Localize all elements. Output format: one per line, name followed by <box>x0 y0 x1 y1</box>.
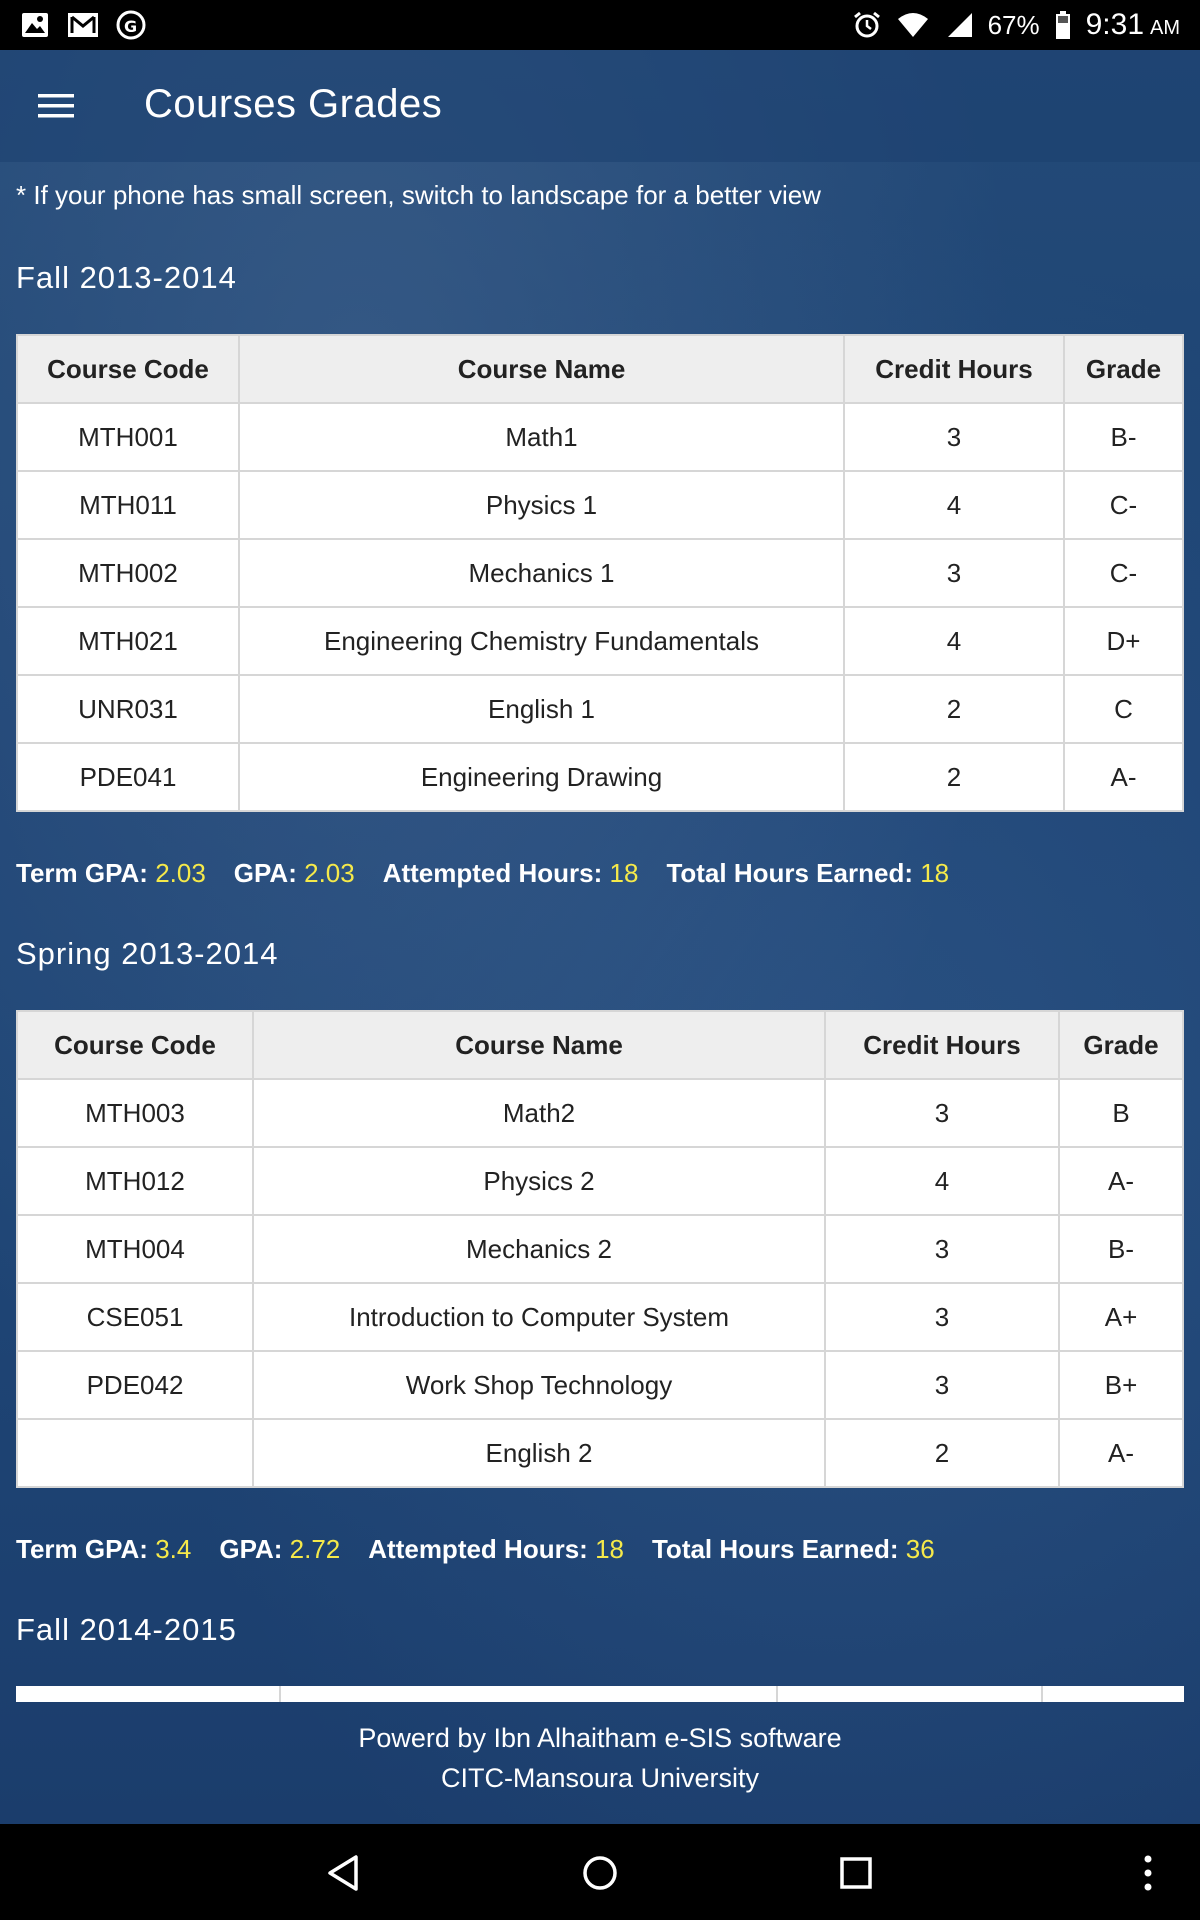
table-row <box>17 1351 1183 1419</box>
table-row <box>17 1147 1183 1215</box>
grades-table-partial <box>16 1686 1184 1702</box>
header-course-name: Course Name <box>239 335 844 403</box>
credit-hours: 2 <box>844 743 1064 811</box>
term-gpa-label: Term GPA: <box>16 858 148 888</box>
course-code: MTH003 <box>17 1079 253 1147</box>
grade: C <box>1064 675 1183 743</box>
home-button[interactable] <box>570 1848 630 1898</box>
grade: C- <box>1064 471 1183 539</box>
battery-icon <box>1054 10 1072 40</box>
credit-hours: 3 <box>825 1215 1059 1283</box>
course-name: Math1 <box>239 403 844 471</box>
course-name: Introduction to Computer System <box>253 1283 825 1351</box>
course-name: Engineering Drawing <box>239 743 844 811</box>
footer-powered-by: Powerd by Ibn Alhaitham e-SIS software <box>358 1723 842 1753</box>
credit-hours: 3 <box>825 1079 1059 1147</box>
course-name: Engineering Chemistry Fundamentals <box>239 607 844 675</box>
attempted-hours-label: Attempted Hours: <box>382 858 603 888</box>
term-gpa-value: 2.03 <box>155 858 206 888</box>
term-summary <box>16 858 949 889</box>
grades-table <box>16 334 1184 812</box>
table-cell <box>1043 1686 1184 1702</box>
overflow-icon <box>1142 1853 1154 1893</box>
course-name: Math2 <box>253 1079 825 1147</box>
header-credit-hours: Credit Hours <box>844 335 1064 403</box>
table-row <box>17 743 1183 811</box>
attempted-hours-label: Attempted Hours: <box>368 1534 588 1564</box>
attempted-hours <box>383 858 639 889</box>
header-grade: Grade <box>1059 1011 1183 1079</box>
status-bar <box>0 0 1200 50</box>
credit-hours: 4 <box>844 607 1064 675</box>
app-bar <box>0 50 1200 162</box>
table-row <box>17 1419 1183 1487</box>
svg-text:G: G <box>124 17 138 36</box>
table-header-row <box>17 335 1183 403</box>
header-course-code: Course Code <box>17 335 239 403</box>
course-code <box>17 1419 253 1487</box>
alarm-icon <box>852 10 882 40</box>
term-heading: Fall 2013-2014 <box>16 260 237 295</box>
credit-hours: 2 <box>825 1419 1059 1487</box>
table-row <box>17 607 1183 675</box>
grade: A- <box>1059 1419 1183 1487</box>
overflow-menu-button[interactable] <box>1118 1848 1178 1898</box>
grades-table <box>16 1010 1184 1488</box>
table-row <box>17 471 1183 539</box>
signal-icon <box>944 11 974 39</box>
header-course-name: Course Name <box>253 1011 825 1079</box>
gpa-label: GPA: <box>219 1534 283 1564</box>
term-gpa <box>16 1534 191 1565</box>
clock <box>1086 8 1180 42</box>
footer-university: CITC-Mansoura University <box>440 1763 760 1793</box>
grade: B+ <box>1059 1351 1183 1419</box>
image-icon <box>20 11 50 39</box>
gpa <box>234 858 355 889</box>
term-summary <box>16 1534 935 1565</box>
total-hours-earned-value: 36 <box>905 1534 935 1564</box>
gpa-label: GPA: <box>233 858 297 888</box>
table-row <box>17 1079 1183 1147</box>
main-content <box>0 50 1200 1824</box>
gpa <box>219 1534 340 1565</box>
grade: D+ <box>1064 607 1183 675</box>
navigation-bar <box>0 1824 1200 1920</box>
home-icon <box>580 1853 620 1893</box>
table-row <box>17 1283 1183 1351</box>
course-code: PDE041 <box>17 743 239 811</box>
table-cell <box>281 1686 778 1702</box>
attempted-hours-value: 18 <box>609 858 639 888</box>
term-gpa <box>16 858 206 889</box>
term-gpa-label: Term GPA: <box>16 1534 148 1564</box>
course-name: Mechanics 2 <box>253 1215 825 1283</box>
table-row <box>17 539 1183 607</box>
back-icon <box>324 1853 364 1893</box>
battery-percent: 67% <box>987 9 1040 40</box>
grade: A- <box>1064 743 1183 811</box>
term-heading: Fall 2014-2015 <box>16 1612 237 1647</box>
credit-hours: 2 <box>844 675 1064 743</box>
recents-icon <box>836 1853 876 1893</box>
header-credit-hours: Credit Hours <box>825 1011 1059 1079</box>
course-code: CSE051 <box>17 1283 253 1351</box>
term-gpa-value: 3.4 <box>155 1534 192 1564</box>
course-name: Physics 1 <box>239 471 844 539</box>
gmail-icon <box>66 11 100 39</box>
credit-hours: 3 <box>844 403 1064 471</box>
course-name: English 2 <box>253 1419 825 1487</box>
gpa-value: 2.03 <box>304 858 355 888</box>
total-hours-earned <box>666 858 949 889</box>
table-cell <box>778 1686 1043 1702</box>
attempted-hours-value: 18 <box>595 1534 624 1564</box>
system-status <box>852 0 1180 50</box>
credit-hours: 3 <box>825 1351 1059 1419</box>
recents-button[interactable] <box>826 1848 886 1898</box>
menu-button[interactable] <box>24 76 88 136</box>
course-code: MTH012 <box>17 1147 253 1215</box>
term-heading: Spring 2013-2014 <box>16 936 279 971</box>
notification-icons <box>20 10 146 40</box>
grade: B- <box>1064 403 1183 471</box>
menu-icon <box>36 91 76 121</box>
grade: B- <box>1059 1215 1183 1283</box>
grade: C- <box>1064 539 1183 607</box>
grade: A+ <box>1059 1283 1183 1351</box>
attempted-hours <box>368 1534 624 1565</box>
header-course-code: Course Code <box>17 1011 253 1079</box>
course-name: Work Shop Technology <box>253 1351 825 1419</box>
back-button[interactable] <box>314 1848 374 1898</box>
total-hours-earned-label: Total Hours Earned: <box>666 858 913 888</box>
course-code: PDE042 <box>17 1351 253 1419</box>
grade: B <box>1059 1079 1183 1147</box>
landscape-note: * If your phone has small screen, switch to landscape for a better view <box>16 180 821 210</box>
course-name: Physics 2 <box>253 1147 825 1215</box>
total-hours-earned <box>652 1534 935 1565</box>
course-code: UNR031 <box>17 675 239 743</box>
course-code: MTH004 <box>17 1215 253 1283</box>
course-name: Mechanics 1 <box>239 539 844 607</box>
credit-hours: 4 <box>844 471 1064 539</box>
table-cell <box>16 1686 281 1702</box>
translate-icon <box>116 10 146 40</box>
table-row <box>17 675 1183 743</box>
clock-time: 9:31 <box>1085 8 1144 41</box>
credit-hours: 3 <box>844 539 1064 607</box>
course-name: English 1 <box>239 675 844 743</box>
course-code: MTH021 <box>17 607 239 675</box>
total-hours-earned-label: Total Hours Earned: <box>651 1534 899 1564</box>
table-row <box>17 1215 1183 1283</box>
table-row <box>17 403 1183 471</box>
footer <box>0 1718 1200 1798</box>
course-code: MTH002 <box>17 539 239 607</box>
table-header-row <box>17 1011 1183 1079</box>
total-hours-earned-value: 18 <box>920 858 950 888</box>
gpa-value: 2.72 <box>289 1534 341 1564</box>
credit-hours: 4 <box>825 1147 1059 1215</box>
page-title: Courses Grades <box>144 82 443 126</box>
clock-ampm: AM <box>1150 17 1180 39</box>
grade: A- <box>1059 1147 1183 1215</box>
credit-hours: 3 <box>825 1283 1059 1351</box>
header-grade: Grade <box>1064 335 1183 403</box>
wifi-icon <box>896 11 930 39</box>
course-code: MTH001 <box>17 403 239 471</box>
course-code: MTH011 <box>17 471 239 539</box>
